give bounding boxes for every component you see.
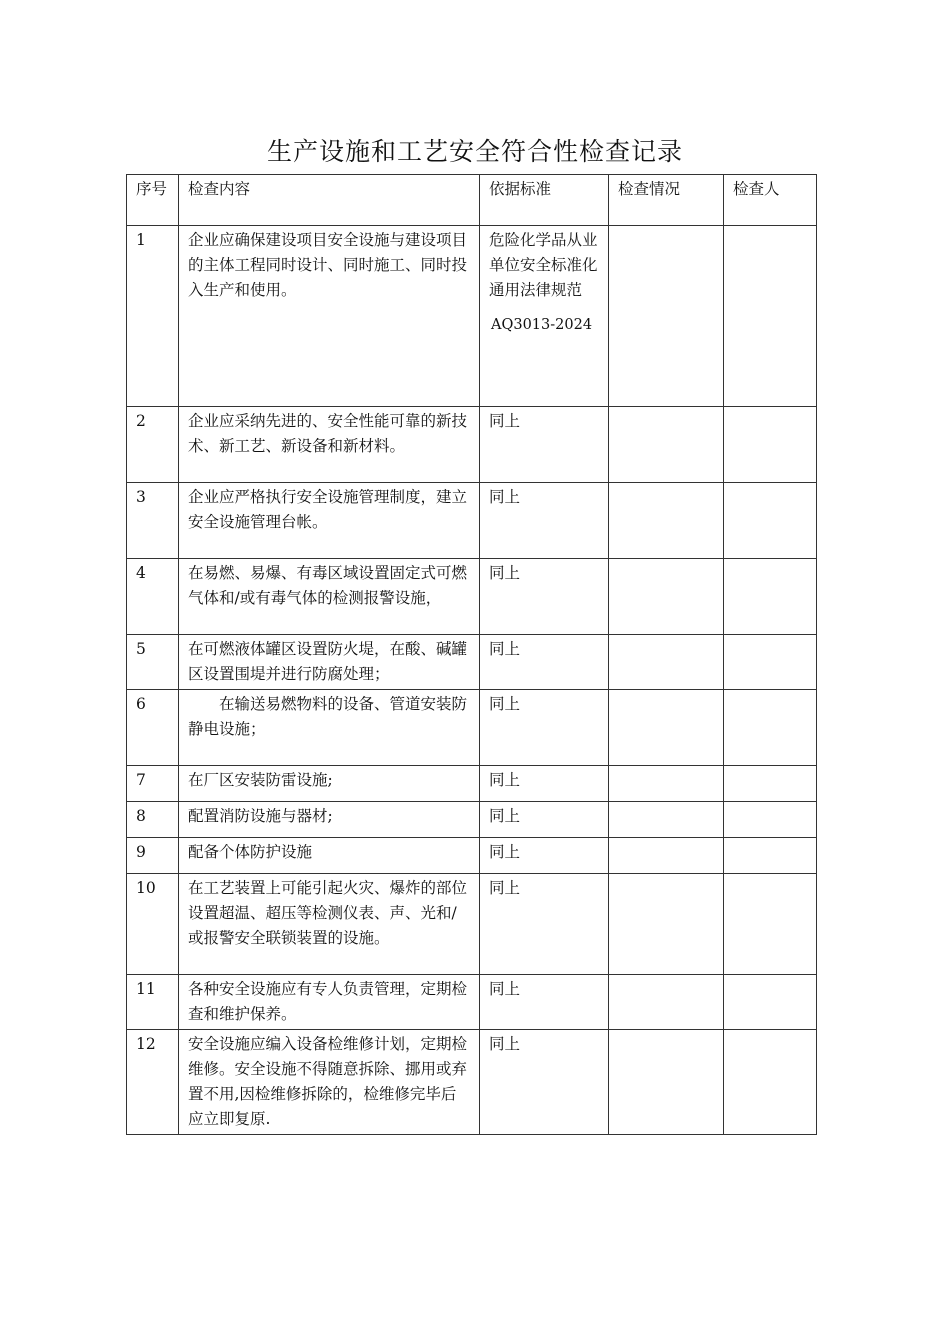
cell-status[interactable] (609, 874, 724, 975)
table-row (127, 407, 817, 483)
cell-status[interactable] (609, 559, 724, 635)
cell-basis: 同上 (480, 559, 609, 635)
header-status: 检查情况 (609, 175, 724, 226)
cell-status[interactable] (609, 226, 724, 407)
cell-content: 在输送易燃物料的设备、管道安装防静电设施； (179, 690, 480, 766)
cell-inspector[interactable] (724, 226, 817, 407)
table-row (127, 874, 817, 975)
table-row (127, 838, 817, 874)
cell-basis: 同上 (480, 483, 609, 559)
table-row (127, 483, 817, 559)
cell-content: 在厂区安装防雷设施; (179, 766, 480, 802)
cell-basis: 同上 (480, 407, 609, 483)
cell-basis: 同上 (480, 874, 609, 975)
cell-status[interactable] (609, 483, 724, 559)
cell-inspector[interactable] (724, 802, 817, 838)
cell-content: 在可燃液体罐区设置防火堤，在酸、碱罐区设置围堤并进行防腐处理； (179, 635, 480, 690)
cell-seq: 10 (127, 874, 179, 975)
table-row (127, 802, 817, 838)
cell-seq: 6 (127, 690, 179, 766)
table-row (127, 559, 817, 635)
cell-content: 企业应确保建设项目安全设施与建设项目的主体工程同时设计、同时施工、同时投入生产和使用。 (179, 226, 480, 407)
cell-seq: 2 (127, 407, 179, 483)
cell-seq: 5 (127, 635, 179, 690)
cell-status[interactable] (609, 802, 724, 838)
page-title: 生产设施和工艺安全符合性检查记录 (266, 137, 683, 166)
cell-status[interactable] (609, 1030, 724, 1135)
table-row (127, 1030, 817, 1135)
cell-inspector[interactable] (724, 838, 817, 874)
cell-seq: 1 (127, 226, 179, 407)
cell-content: 在工艺装置上可能引起火灾、爆炸的部位设置超温、超压等检测仪表、声、光和/或报警安全联锁装置的设施。 (179, 874, 480, 975)
table-row (127, 226, 817, 407)
cell-content: 企业应严格执行安全设施管理制度，建立安全设施管理台帐。 (179, 483, 480, 559)
cell-seq: 7 (127, 766, 179, 802)
cell-content: 在易燃、易爆、有毒区域设置固定式可燃气体和/或有毒气体的检测报警设施， (179, 559, 480, 635)
table-row (127, 766, 817, 802)
basis-standard-code: AQ3013-2024 (491, 317, 593, 333)
cell-status[interactable] (609, 690, 724, 766)
cell-inspector[interactable] (724, 407, 817, 483)
cell-inspector[interactable] (724, 483, 817, 559)
cell-inspector[interactable] (724, 766, 817, 802)
cell-inspector[interactable] (724, 975, 817, 1030)
cell-basis: 同上 (480, 802, 609, 838)
cell-content: 配备个体防护设施 (179, 838, 480, 874)
cell-inspector[interactable] (724, 635, 817, 690)
cell-inspector[interactable] (724, 559, 817, 635)
cell-content: 配置消防设施与器材; (179, 802, 480, 838)
cell-status[interactable] (609, 766, 724, 802)
header-content: 检查内容 (179, 175, 480, 226)
table-row (127, 690, 817, 766)
cell-basis: 同上 (480, 766, 609, 802)
cell-status[interactable] (609, 635, 724, 690)
table-header-row (127, 175, 817, 226)
cell-basis: 同上 (480, 1030, 609, 1135)
table-row (127, 975, 817, 1030)
cell-status[interactable] (609, 407, 724, 483)
cell-seq: 3 (127, 483, 179, 559)
cell-seq: 4 (127, 559, 179, 635)
cell-content: 企业应采纳先进的、安全性能可靠的新技术、新工艺、新设备和新材料。 (179, 407, 480, 483)
cell-basis: 同上 (480, 690, 609, 766)
header-inspector: 检查人 (724, 175, 817, 226)
cell-inspector[interactable] (724, 1030, 817, 1135)
cell-basis: 同上 (480, 838, 609, 874)
header-seq: 序号 (127, 175, 179, 226)
inspection-table (126, 174, 817, 1135)
cell-basis: 同上 (480, 635, 609, 690)
cell-content: 安全设施应编入设备检维修计划，定期检维修。安全设施不得随意拆除、挪用或弃置不用,因检维修拆除的，检维修完毕后应立即复原. (179, 1030, 480, 1135)
cell-status[interactable] (609, 838, 724, 874)
cell-seq: 12 (127, 1030, 179, 1135)
cell-inspector[interactable] (724, 874, 817, 975)
cell-seq: 8 (127, 802, 179, 838)
cell-content: 各种安全设施应有专人负责管理，定期检查和维护保养。 (179, 975, 480, 1030)
cell-seq: 11 (127, 975, 179, 1030)
basis-text: 危险化学品从业单位安全标准化通用法律规范 (489, 231, 598, 299)
cell-status[interactable] (609, 975, 724, 1030)
header-basis: 依据标准 (480, 175, 609, 226)
cell-basis (480, 226, 609, 407)
cell-seq: 9 (127, 838, 179, 874)
cell-inspector[interactable] (724, 690, 817, 766)
cell-basis: 同上 (480, 975, 609, 1030)
table-row (127, 635, 817, 690)
